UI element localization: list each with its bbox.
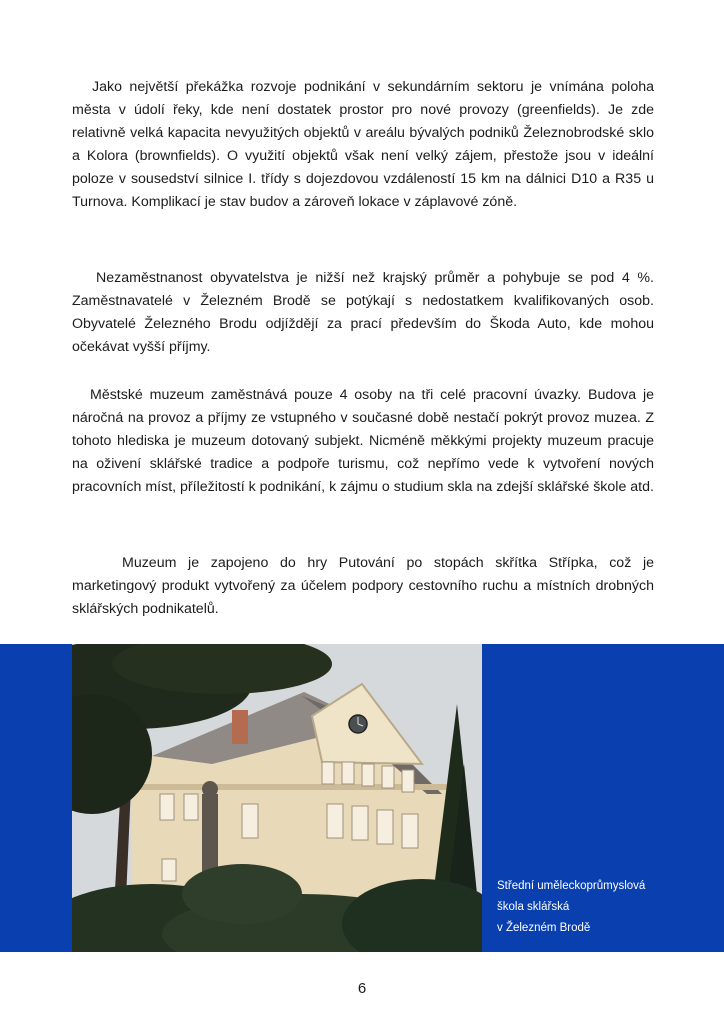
paragraph-3: Městské muzeum zaměstnává pouze 4 osoby na tři celé pracovní úvazky. Budova je náročná na provoz a příjmy ze vstupného v současné době nestačí pokrýt provoz muzea. Z tohoto hlediska je muzeum dotovaný subjekt. Nicméně měkkými projekty muzeum pracuje na oživení sklářské tradice a podpoře turismu, což nepřímo vede k vytvoření nových pracovních míst, příležitostí k podnikání, k zájmu o studium skla na zdejší sklářské škole atd. [72,387,654,495]
page-number: 6 [357,980,367,997]
school-building-photo [72,644,482,952]
caption-line-2: škola sklářská [497,901,570,913]
caption-line-1: Střední uměleckoprůmyslová [497,880,646,892]
paragraph-1: Jako největší překážka rozvoje podnikání v sekundárním sektoru je vnímána poloha města v údolí řeky, kde není dostatek prostor pro nové provozy (greenfields). Je zde relativně velká kapacita nevyužitých objektů v areálu bývalých podniků Železnobrodské sklo a Kolora (brownfields). O využití objektů však není velký zájem, přestože jsou v ideální poloze v sousedství silnice I. třídy s dojezdovou vzdáleností 15 km na dálnici D10 a R35 u Turnova. Komplikací je stav budov a zároveň lokace v záplavové zóně. [72,79,654,210]
caption-line-3: v Železném Brodě [497,922,591,934]
paragraph-4: Muzeum je zapojeno do hry Putování po stopách skřítka Střípka, což je marketingový produkt vytvořený za účelem podpory cestovního ruchu a místních drobných sklářských podnikatelů. [72,555,654,617]
paragraph-2: Nezaměstnanost obyvatelstva je nižší než krajský průměr a pohybuje se pod 4 %. Zaměstnavatelé v Železném Brodě se potýkají s nedostatkem kvalifikovaných osob. Obyvatelé Železného Brodu odjíždějí za prací především do Škoda Auto, kde mohou očekávat vyšší příjmy. [72,270,654,355]
photo-caption [497,876,707,939]
